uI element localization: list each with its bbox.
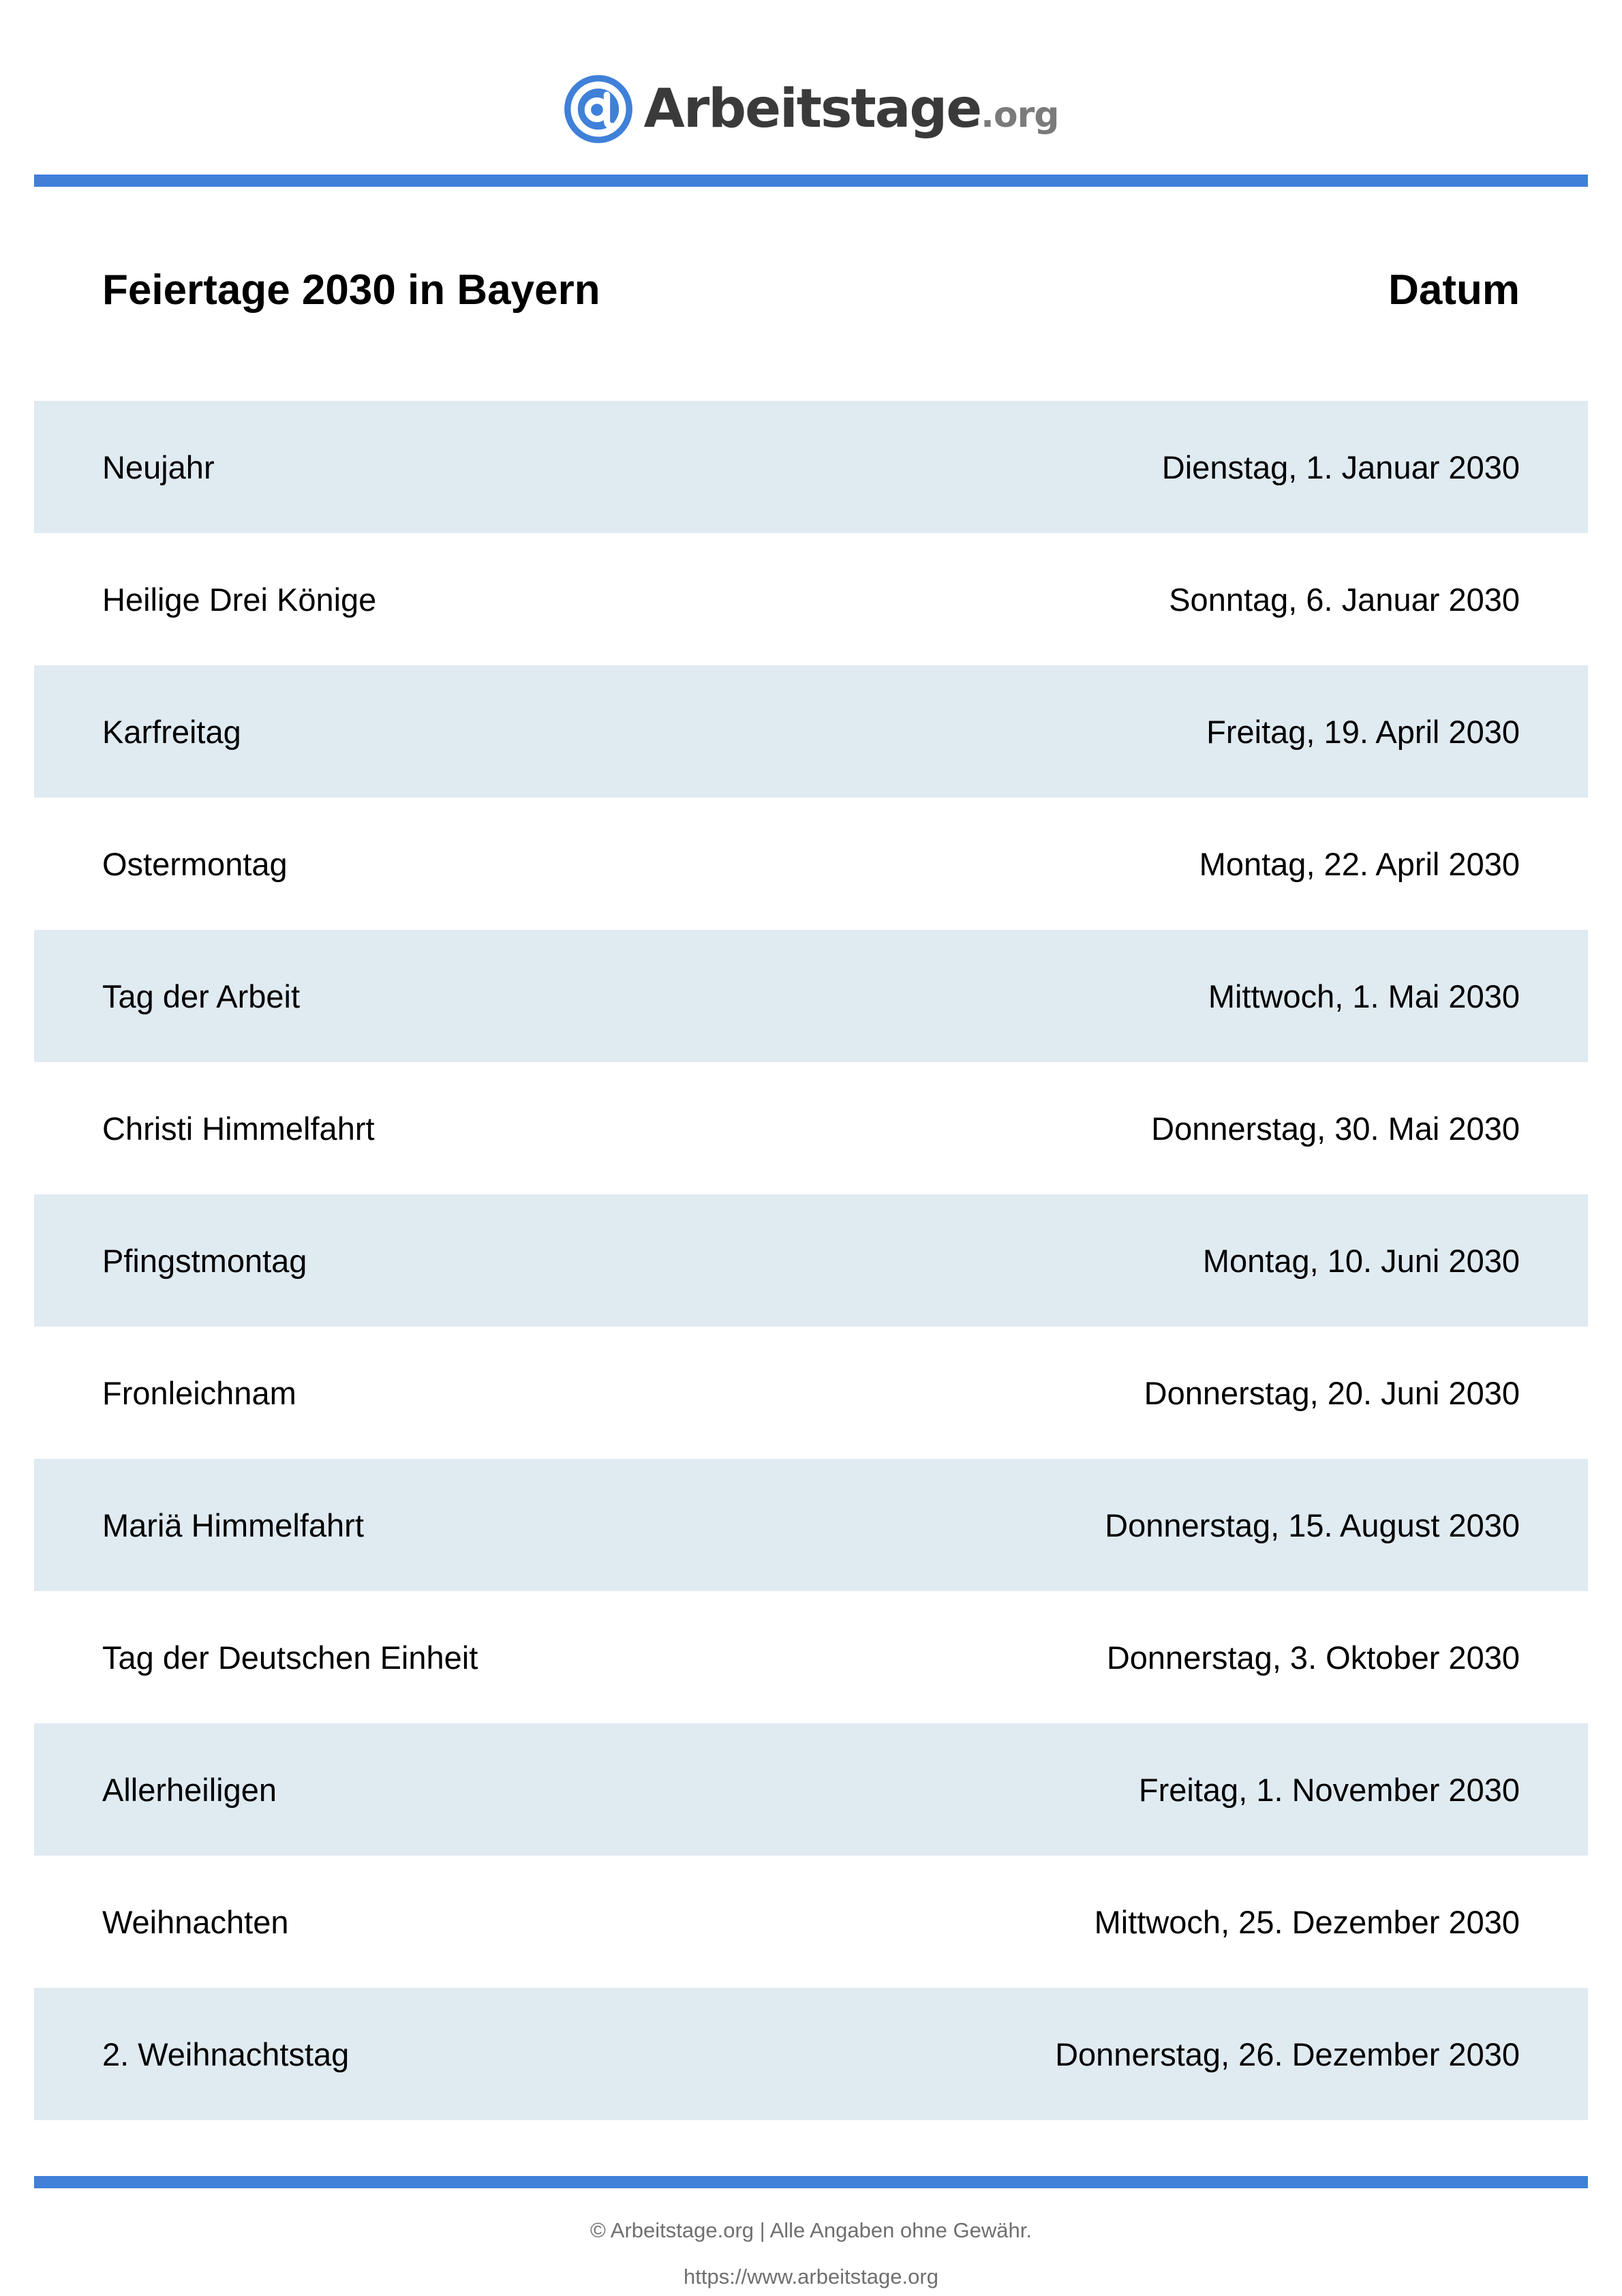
table-row [34, 930, 1588, 1062]
holiday-name: Christi Himmelfahrt [102, 1110, 375, 1147]
table-row [34, 401, 1588, 533]
holiday-date: Donnerstag, 30. Mai 2030 [1151, 1110, 1520, 1147]
holiday-date: Dienstag, 1. Januar 2030 [1161, 449, 1520, 485]
holiday-name: Mariä Himmelfahrt [102, 1507, 364, 1543]
table-row [34, 1856, 1588, 1988]
holiday-name: Karfreitag [102, 713, 241, 750]
holiday-name: Neujahr [102, 449, 215, 485]
holiday-date: Mittwoch, 1. Mai 2030 [1208, 978, 1520, 1014]
table-row [34, 1459, 1588, 1591]
logo-wordmark: Arbeitstage.org [643, 78, 1059, 140]
holiday-name: Allerheiligen [102, 1771, 277, 1808]
holiday-name: Tag der Arbeit [102, 978, 301, 1014]
holiday-date: Freitag, 19. April 2030 [1206, 713, 1520, 750]
holiday-date: Mittwoch, 25. Dezember 2030 [1094, 1903, 1520, 1940]
holiday-name: Fronleichnam [102, 1374, 296, 1411]
table-row [34, 1327, 1588, 1459]
holiday-date: Montag, 22. April 2030 [1199, 845, 1520, 882]
table-header [102, 266, 1520, 314]
date-column-header: Datum [1388, 267, 1520, 314]
table-row [34, 1723, 1588, 1856]
table-row [34, 665, 1588, 798]
table-row [34, 533, 1588, 665]
holiday-date: Donnerstag, 15. August 2030 [1105, 1507, 1520, 1543]
table-row [34, 798, 1588, 930]
footer-copyright: © Arbeitstage.org | Alle Angaben ohne Gewähr. [590, 2218, 1032, 2242]
holiday-name: Pfingstmontag [102, 1242, 307, 1279]
table-row [34, 1194, 1588, 1327]
holiday-name: Ostermontag [102, 845, 288, 882]
footer-url: https://www.arbeitstage.org [684, 2265, 938, 2289]
holiday-date: Donnerstag, 20. Juni 2030 [1144, 1374, 1520, 1411]
table-row [34, 1062, 1588, 1194]
bottom-divider [34, 2176, 1588, 2188]
page-title: Feiertage 2030 in Bayern [102, 267, 600, 314]
table-row [34, 1988, 1588, 2120]
holiday-date: Freitag, 1. November 2030 [1138, 1771, 1520, 1808]
holiday-date: Sonntag, 6. Januar 2030 [1169, 581, 1520, 618]
holiday-name: Tag der Deutschen Einheit [102, 1639, 478, 1676]
holiday-table [34, 401, 1588, 2120]
site-logo [0, 68, 1622, 150]
holiday-name: 2. Weihnachtstag [102, 2036, 350, 2072]
table-row [34, 1591, 1588, 1723]
top-divider [34, 175, 1588, 187]
holiday-date: Donnerstag, 26. Dezember 2030 [1055, 2036, 1520, 2072]
holiday-date: Montag, 10. Juni 2030 [1202, 1242, 1520, 1279]
holiday-name: Heilige Drei Könige [102, 581, 377, 618]
at-sign-icon [563, 74, 634, 145]
holiday-date: Donnerstag, 3. Oktober 2030 [1106, 1639, 1520, 1676]
holiday-name: Weihnachten [102, 1903, 289, 1940]
